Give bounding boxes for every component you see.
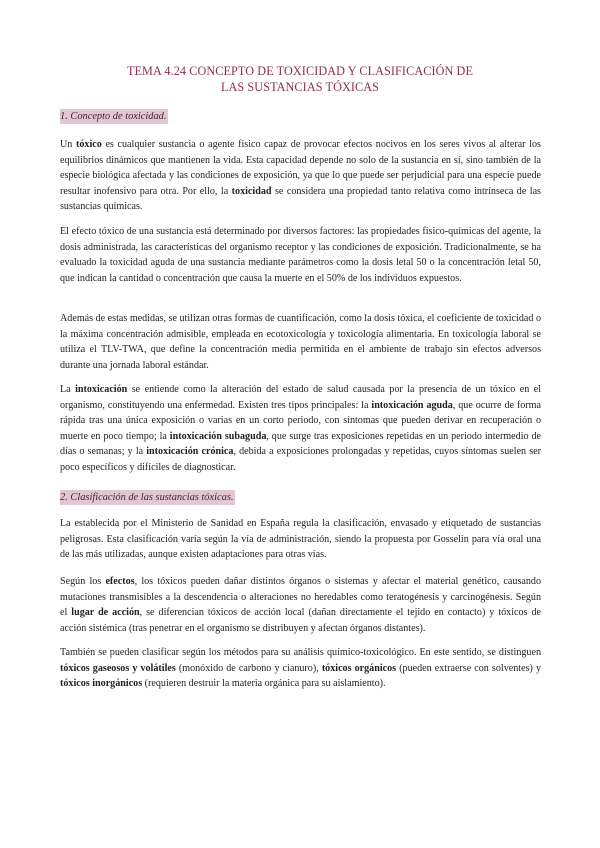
- bold-term: intoxicación: [75, 384, 128, 395]
- paragraph-analysis-methods: También se pueden clasificar según los métodos para su análisis químico-toxicológico. En este sentido, se distinguen tóxicos gaseosos y volátiles (monóxido de carbono y cianuro), tóxicos orgánicos (pueden extraerse con solventes) y tóxicos inorgánicos (requieren destruir la materia orgánica para su aislamiento).: [60, 647, 541, 689]
- bold-term: intoxicación aguda: [371, 399, 453, 411]
- bold-term: lugar de acción: [71, 607, 140, 618]
- paragraph-quantification: Además de estas medidas, se utilizan otras formas de cuantificación, como la dosis tóxica, el coeficiente de toxicidad o la máxima concentración admisible, empleada en ecotoxicología y toxicología alimentaria. En toxicología laboral se utiliza el TLV-TWA, que define la concentración media permitida en el ambiente de trabajo sin efectos adversos durante una jornada laboral estándar.: [60, 313, 541, 371]
- bold-term: tóxicos gaseosos y volátiles: [60, 662, 176, 674]
- bold-term: tóxico: [76, 139, 102, 150]
- section-heading-2: 2. Clasificación de las sustancias tóxicas.: [60, 492, 234, 503]
- title-line-2: LAS SUSTANCIAS TÓXICAS: [220, 79, 380, 94]
- bold-term: efectos: [105, 576, 135, 587]
- title-line-1: TEMA 4.24 CONCEPTO DE TOXICIDAD Y CLASIFICACIÓN DE: [126, 64, 474, 78]
- bold-term: intoxicación crónica: [146, 446, 234, 457]
- bold-term: intoxicación subaguda: [169, 430, 267, 442]
- bold-term: tóxicos inorgánicos: [60, 678, 143, 689]
- document-title: [60, 64, 540, 95]
- section-heading-1: 1. Concepto de toxicidad.: [60, 111, 167, 122]
- bold-term: tóxicos orgánicos: [321, 662, 397, 674]
- paragraph-effects: Según los efectos, los tóxicos pueden dañar distintos órganos o sistemas y afectar el material genético, causando mutaciones transmisibles a la descendencia o alteraciones no heredables como teratogénesis y carcinogénesis. Según el lugar de acción, se diferencian tóxicos de acción local (dañan directamente el tejido en contacto) y tóxicos de acción sistémica (tras penetrar en el organismo se distribuyen y afectan órganos distantes).: [60, 576, 541, 634]
- bold-term: toxicidad: [231, 185, 272, 197]
- paragraph-toxic-effect: El efecto tóxico de una sustancia está determinado por diversos factores: las propiedades físico-químicas del agente, la dosis administrada, las características del organismo receptor y las condiciones de exposición. Tradicionalmente, se ha evaluado la toxicidad aguda de una sustancia mediante parámetros como la dosis letal 50 o la concentración letal 50, que indican la cantidad o concentración que causa la muerte en el 50% de los individuos expuestos.: [60, 226, 541, 284]
- paragraph-intoxication: La intoxicación se entiende como la alteración del estado de salud causada por la presencia de un tóxico en el organismo, constituyendo una enfermedad. Existen tres tipos principales: la intoxicación aguda, que ocurre de forma rápida tras una única exposición o varias en un corto periodo, con síntomas que pueden derivar en recuperación o muerte en poco tiempo; la intoxicación subaguda, que surge tras exposiciones repetidas en un periodo intermedio de días o semanas; y la intoxicación crónica, debida a exposiciones prolongadas y repetidas, cuyos síntomas suelen ser poco específicos y difíciles de diagnosticar.: [60, 384, 542, 473]
- paragraph-toxic-definition: Un tóxico es cualquier sustancia o agente físico capaz de provocar efectos nocivos en los seres vivos al alterar los equilibrios dinámicos que mantienen la vida. Esta capacidad depende no solo de la sustancia en sí, sino también de la especie biológica afectada y las condiciones de exposición, ya que lo que puede ser perjudicial para una especie puede resultar inofensivo para otra. Por ello, la toxicidad se considera una propiedad tanto relativa como intrínseca de las sustancias químicas.: [60, 139, 541, 212]
- paragraph-classification: La establecida por el Ministerio de Sanidad en España regula la clasificación, envasado y etiquetado de sustancias peligrosas. Esta clasificación varía según la vía de administración, siendo la propuesta por Gosselin para vía oral una de las más utilizadas, aunque existen adaptaciones para otras vías.: [60, 518, 541, 560]
